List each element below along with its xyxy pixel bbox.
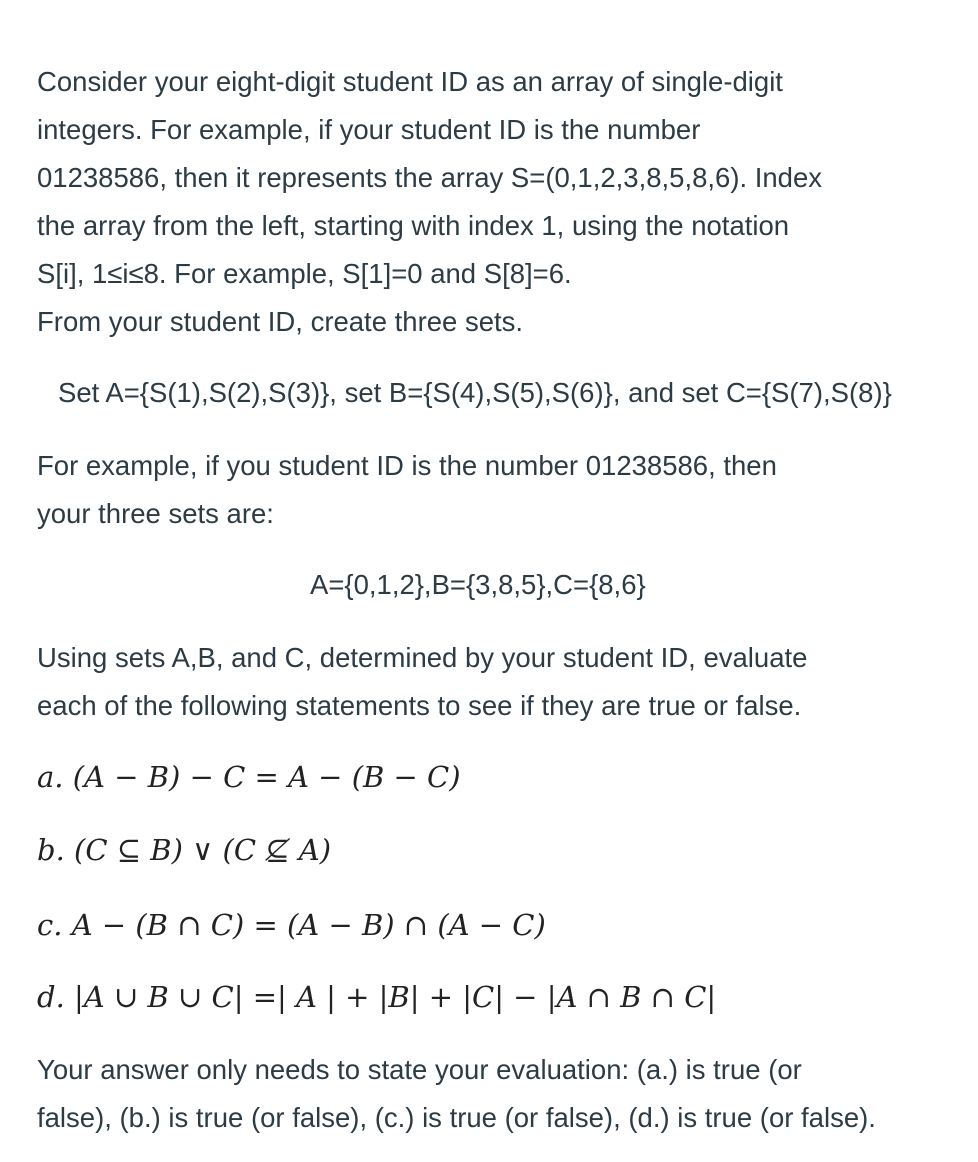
example-intro-paragraph bbox=[37, 442, 967, 538]
statement-label: b. bbox=[37, 833, 65, 867]
instruction-line: each of the following statements to see if they are true or false. bbox=[37, 690, 802, 721]
statement-a bbox=[37, 757, 461, 797]
statement-expression: A − (B ∩ C) = (A − B) ∩ (A − C) bbox=[71, 908, 546, 942]
instruction-line: Using sets A,B, and C, determined by your student ID, evaluate bbox=[37, 642, 808, 673]
statement-expression: (C ⊆ B) ∨ (C ⊈ A) bbox=[74, 833, 332, 867]
answer-note-line: Your answer only needs to state your evaluation: (a.) is true (or bbox=[37, 1054, 802, 1085]
intro-line: the array from the left, starting with index 1, using the notation bbox=[37, 210, 790, 241]
intro-line: 01238586, then it represents the array S=(0,1,2,3,8,5,8,6). Index bbox=[37, 162, 823, 193]
statement-expression: (A − B) − C = A − (B − C) bbox=[72, 760, 461, 794]
statement-label: c. bbox=[37, 908, 63, 942]
intro-line: integers. For example, if your student ID is the number bbox=[37, 114, 701, 145]
statement-label: d. bbox=[37, 980, 65, 1014]
instruction-paragraph bbox=[37, 634, 967, 730]
example-intro-line: For example, if you student ID is the number 01238586, then bbox=[37, 450, 777, 481]
statement-label: a. bbox=[37, 760, 64, 794]
example-sets: A={0,1,2},B={3,8,5},C={8,6} bbox=[310, 569, 646, 600]
intro-paragraph bbox=[37, 58, 967, 346]
intro-line: Consider your eight-digit student ID as an array of single-digit bbox=[37, 66, 783, 97]
answer-note-line: false), (b.) is true (or false), (c.) is true (or false), (d.) is true (or false). bbox=[37, 1102, 876, 1133]
statement-d bbox=[37, 977, 716, 1017]
answer-note-paragraph bbox=[37, 1046, 967, 1142]
statement-expression: |A ∪ B ∪ C| =| A | + |B| + |C| − |A ∩ B ∩ C| bbox=[74, 980, 717, 1014]
statement-b bbox=[37, 830, 331, 870]
intro-line: S[i], 1≤i≤8. For example, S[1]=0 and S[8]=6. bbox=[37, 258, 572, 289]
statement-c bbox=[37, 905, 546, 945]
intro-line: From your student ID, create three sets. bbox=[37, 306, 524, 337]
sets-definition: Set A={S(1),S(2),S(3)}, set B={S(4),S(5),S(6)}, and set C={S(7),S(8)} bbox=[58, 377, 892, 408]
example-intro-line: your three sets are: bbox=[37, 498, 274, 529]
